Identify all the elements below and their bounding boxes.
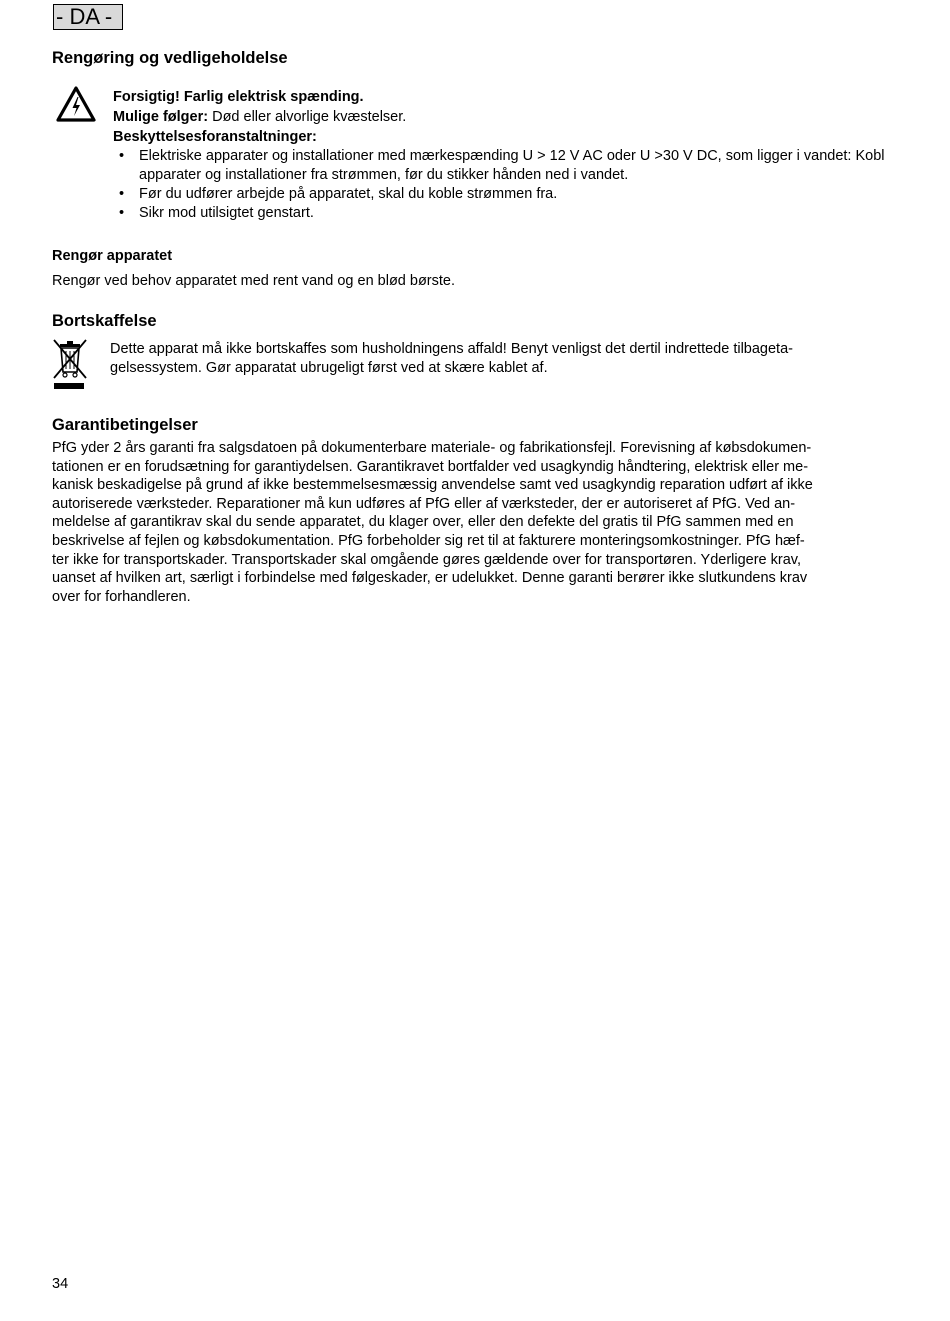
warranty-line: autoriserede værksteder. Reparationer må kun udføres af PfG eller af værksteder, der er autoriseret af PfG. Ved an-	[52, 495, 796, 512]
warranty-text	[52, 439, 892, 606]
warning-consequences	[113, 107, 893, 127]
disposal-text-line: Dette apparat må ikke bortskaffes som husholdningens affald! Benyt venligst det dertil indrettede tilbageta-	[110, 341, 793, 357]
page-number: 34	[52, 1276, 69, 1292]
cleaning-subheading: Rengør apparatet	[52, 248, 173, 264]
disposal-text-line: gelsessystem. Gør apparatat ubrugeligt først ved at skære kablet af.	[110, 359, 548, 376]
warranty-section-title: Garantibetingelser	[52, 416, 198, 434]
warranty-line: kanisk beskadigelse på grund af ikke bestemmelsesmæssig anvendelse samt ved usagkyndig reparation udført af ikke	[52, 477, 813, 494]
disposal-section-title: Bortskaffelse	[52, 312, 157, 330]
warranty-line: meldelse af garantikrav skal du sende apparatet, du klager over, eller den defekte del gratis til PfG sammen med en	[52, 514, 794, 531]
warning-block	[113, 87, 893, 223]
list-item-text: Før du udfører arbejde på apparatet, skal du koble strømmen fra.	[139, 186, 558, 202]
consequences-label: Mulige følger:	[113, 109, 209, 125]
list-item-text: Sikr mod utilsigtet genstart.	[139, 205, 314, 221]
warranty-line: tationen er en forudsætning for garantiydelsen. Garantikravet bortfalder ved usagkyndig håndtering, elektrisk eller me-	[52, 458, 809, 475]
measures-list	[113, 147, 893, 223]
consequences-text: Død eller alvorlige kvæstelser.	[208, 109, 407, 125]
warranty-line: PfG yder 2 års garanti fra salgsdatoen på dokumenterbare materiale- og fabrikationsfejl. Forevisning af købsdokumen-	[52, 440, 812, 456]
cleaning-section-title: Rengøring og vedligeholdelse	[52, 49, 288, 67]
crossed-out-wheelie-bin-icon	[52, 338, 88, 392]
warranty-line: uanset af hvilken art, særligt i forbindelse med følgeskader, er udelukket. Denne garanti berører ikke slutkundens krav	[52, 570, 808, 587]
cleaning-text: Rengør ved behov apparatet med rent vand og en blød børste.	[52, 273, 456, 289]
measures-label: Beskyttelsesforanstaltninger:	[113, 129, 317, 145]
warranty-line: over for forhandleren.	[52, 588, 191, 605]
disposal-text	[110, 340, 900, 377]
warranty-line: beskrivelse af fejlen og købsdokumentation. PfG forbeholder sig ret til at fakturere monteringsomkostninger. PfG hæf-	[52, 532, 805, 549]
list-item: • Sikr mod utilsigtet genstart.	[119, 205, 314, 221]
warranty-line: ter ikke for transportskader. Transportskader skal omgående gøres gældende over for transportøren. Yderligere krav,	[52, 551, 801, 568]
warning-caution: Forsigtig! Farlig elektrisk spænding.	[113, 89, 364, 105]
list-item: • Elektriske apparater og installationer med mærkespænding U > 12 V AC oder U >30 V DC, som ligger i vandet: Kobl apparater og installationer fra strømmen, før du stikker hånden ned i vandet.	[119, 148, 885, 183]
language-tag: - DA -	[53, 4, 123, 30]
list-item-text: Elektriske apparater og installationer med mærkespænding U > 12 V AC oder U >30 V DC, som ligger i vandet: Kobl apparater og installationer fra strømmen, før du stikker hånden ned i vandet.	[139, 148, 885, 183]
high-voltage-warning-icon	[55, 85, 97, 123]
list-item: • Før du udfører arbejde på apparatet, skal du koble strømmen fra.	[119, 186, 558, 202]
